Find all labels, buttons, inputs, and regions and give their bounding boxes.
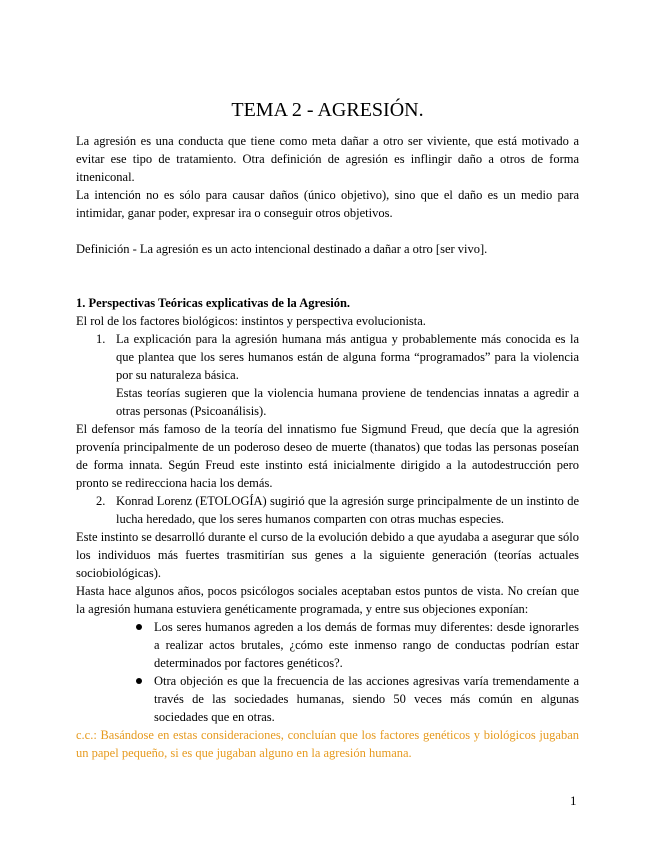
objections-intro: Hasta hace algunos años, pocos psicólogos sociales aceptaban estos puntos de vista. No creían que la agresión humana estuviera genéticamente programada, y entre sus objeciones exponían: bbox=[76, 584, 579, 616]
bullet-item-2 bbox=[76, 672, 579, 726]
bullet-icon bbox=[136, 624, 142, 630]
numbered-item-1 bbox=[76, 330, 579, 420]
page-title: TEMA 2 - AGRESIÓN. bbox=[231, 99, 424, 121]
bullet-text: Los seres humanos agreden a los demás de formas muy diferentes: desde ignorarles a realizar actos brutales, ¿cómo este inmenso rango de conductas podrían estar determinados por factores genéticos?. bbox=[154, 620, 579, 670]
intro-paragraph-2: La intención no es sólo para causar daños (único objetivo), sino que el daño es un medio para intimidar, ganar poder, expresar ira o conseguir otros objetivos. bbox=[76, 188, 579, 220]
evolution-paragraph: Este instinto se desarrolló durante el curso de la evolución debido a que ayudaba a asegurar que sólo los individuos más fuertes trasmitirían sus genes a la siguiente generación (teorías actuales sociobiológicas). bbox=[76, 530, 579, 580]
item-number: 1. bbox=[96, 332, 106, 346]
page-number: 1 bbox=[570, 793, 577, 808]
bullet-icon bbox=[136, 678, 142, 684]
intro-paragraph-1: La agresión es una conducta que tiene como meta dañar a otro ser viviente, que está motivado a evitar ese tipo de tratamiento. Otra definición de agresión es inflingir daño a otros de forma itneniconal. bbox=[76, 134, 579, 184]
page-content bbox=[76, 98, 579, 762]
spacer bbox=[76, 222, 579, 240]
bullet-text: Otra objeción es que la frecuencia de las acciones agresivas varía tremendamente a través de las sociedades humanas, siendo 50 veces más común en algunas sociedades que en otras. bbox=[154, 674, 579, 724]
definition-paragraph: Definición - La agresión es un acto intencional destinado a dañar a otro [ser vivo]. bbox=[76, 242, 488, 256]
section-lead: El rol de los factores biológicos: instintos y perspectiva evolucionista. bbox=[76, 314, 426, 328]
item-text: Konrad Lorenz (ETOLOGÍA) sugirió que la agresión surge principalmente de un instinto de lucha heredado, que los seres humanos comparten con otras muchas especies. bbox=[116, 494, 579, 526]
item-text: La explicación para la agresión humana más antigua y probablemente más conocida es la que plantea que los seres humanos están de alguna forma “programados” para la violencia por su naturaleza básica. bbox=[116, 332, 579, 382]
spacer bbox=[76, 258, 579, 294]
numbered-item-2 bbox=[76, 492, 579, 528]
section-heading: 1. Perspectivas Teóricas explicativas de la Agresión. bbox=[76, 296, 351, 310]
conclusion-paragraph: c.c.: Basándose en estas consideraciones, concluían que los factores genéticos y biológicos jugaban un papel pequeño, si es que jugaban alguno en la agresión humana. bbox=[76, 728, 579, 760]
bullet-item-1 bbox=[76, 618, 579, 672]
item-extra-text: Estas teorías sugieren que la violencia humana proviene de tendencias innatas a agredir a otras personas (Psicoanálisis). bbox=[116, 386, 579, 418]
item-number: 2. bbox=[96, 494, 106, 508]
freud-paragraph: El defensor más famoso de la teoría del innatismo fue Sigmund Freud, que decía que la agresión provenía principalmente de un poderoso deseo de muerte (thanatos) que todas las personas poseían de forma innata. Según Freud este instinto está inicialmente dirigido a la autodestrucción pero pronto se redirecciona hacia los demás. bbox=[76, 422, 579, 490]
